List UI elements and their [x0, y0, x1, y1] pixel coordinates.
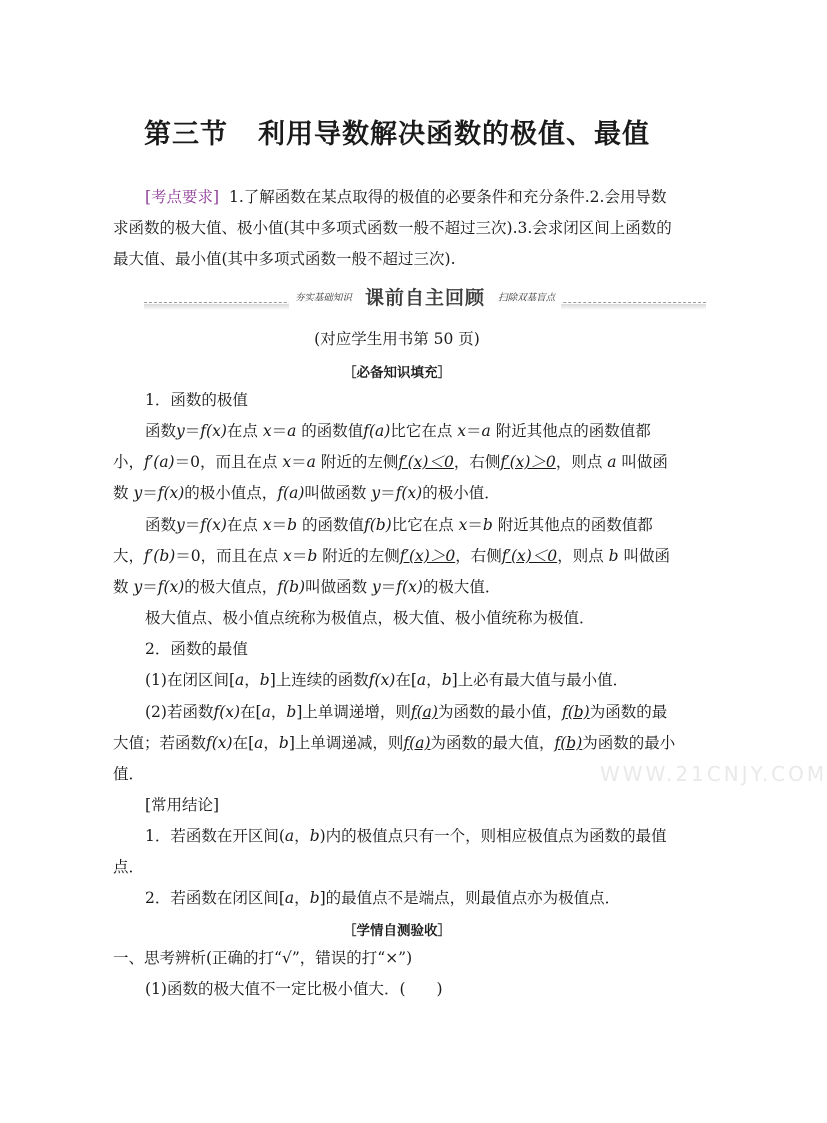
paragraph-monotonic: (2)若函数f(x)在[a，b]上单调递增，则f(a)为函数的最小值，f(b)为函数的最大值；若函数f(x)在[a，b]上单调递减，则f(a)为函数的最大值，f(b)为函数的最小值．	[113, 703, 676, 783]
exercise-question-1: (1)函数的极大值不一定比极小值大．( )	[145, 980, 443, 998]
answer-blank: f′(x)＞0	[500, 453, 556, 471]
paragraph-closed-interval: (1)在闭区间[a，b]上连续的函数f(x)在[a，b]上必有最大值与最小值．	[145, 671, 629, 689]
banner-left-text: 夯实基础知识	[294, 292, 352, 304]
paragraph-local-maximum: 函数y＝f(x)在点 x＝b 的函数值f(b)比它在点 x＝b 附近其他点的函数值都大，f′(b)＝0，而且在点 x＝b 附近的左侧f′(x)＞0，右侧f′(x)＜0，则点 b 叫做函数 y＝f(x)的极大值点，f(b)叫做函数 y＝f(x)的极大值．	[113, 516, 670, 596]
conclusion-1: 1．若函数在开区间(a，b)内的极值点只有一个，则相应极值点为函数的最值点．	[113, 827, 667, 876]
box-heading-self-test: ［学情自测验收］	[343, 923, 451, 939]
textbook-reference: (对应学生用书第 50 页)	[314, 330, 480, 348]
answer-blank: f′(x)＞0	[399, 547, 456, 565]
section-number: 第三节	[144, 119, 228, 150]
heading-max-min: 2．函数的最值	[145, 640, 248, 658]
answer-blank: f′(x)＜0	[501, 547, 558, 565]
exam-requirements	[113, 182, 680, 275]
conclusion-2: 2．若函数在闭区间[a，b]的最值点不是端点，则最值点亦为极值点．	[145, 889, 621, 907]
answer-blank: f(b)	[554, 734, 583, 752]
requirement-text: 1.了解函数在某点取得的极值的必要条件和充分条件.2.会用导数求函数的极大值、极小值(其中多项式函数一般不超过三次).3.会求闭区间上函数的最大值、最小值(其中多项式函数一般不超过三次).	[113, 188, 672, 268]
page-title	[0, 112, 794, 151]
watermark: WWW.21CNJY.COM	[600, 762, 827, 786]
exercise-heading: 一、思考辨析(正确的打“√”，错误的打“×”)	[113, 949, 413, 967]
paragraph-local-minimum: 函数y＝f(x)在点 x＝a 的函数值f(a)比它在点 x＝a 附近其他点的函数值都小，f′(a)＝0，而且在点 x＝a 附近的左侧f′(x)＜0，右侧f′(x)＞0，则点 a 叫做函数 y＝f(x)的极小值点，f(a)叫做函数 y＝f(x)的极小值．	[113, 422, 668, 502]
answer-blank: f(b)	[561, 703, 590, 721]
answer-blank: f(a)	[410, 703, 438, 721]
requirement-tag: [考点要求]	[145, 188, 220, 206]
section-title: 利用导数解决函数的极值、最值	[258, 119, 650, 150]
heading-common-conclusions: [常用结论]	[145, 796, 220, 814]
section-banner	[144, 283, 706, 315]
paragraph-extrema-definition: 极大值点、极小值点统称为极值点，极大值、极小值统称为极值．	[145, 609, 595, 627]
banner-title: 课前自主回顾	[364, 287, 485, 309]
banner-right-text: 扫除双基盲点	[498, 292, 556, 304]
answer-blank: f(a)	[403, 734, 431, 752]
answer-blank: f′(x)＜0	[398, 453, 454, 471]
box-heading-knowledge: ［必备知识填充］	[343, 365, 451, 381]
heading-extrema: 1．函数的极值	[145, 391, 248, 409]
